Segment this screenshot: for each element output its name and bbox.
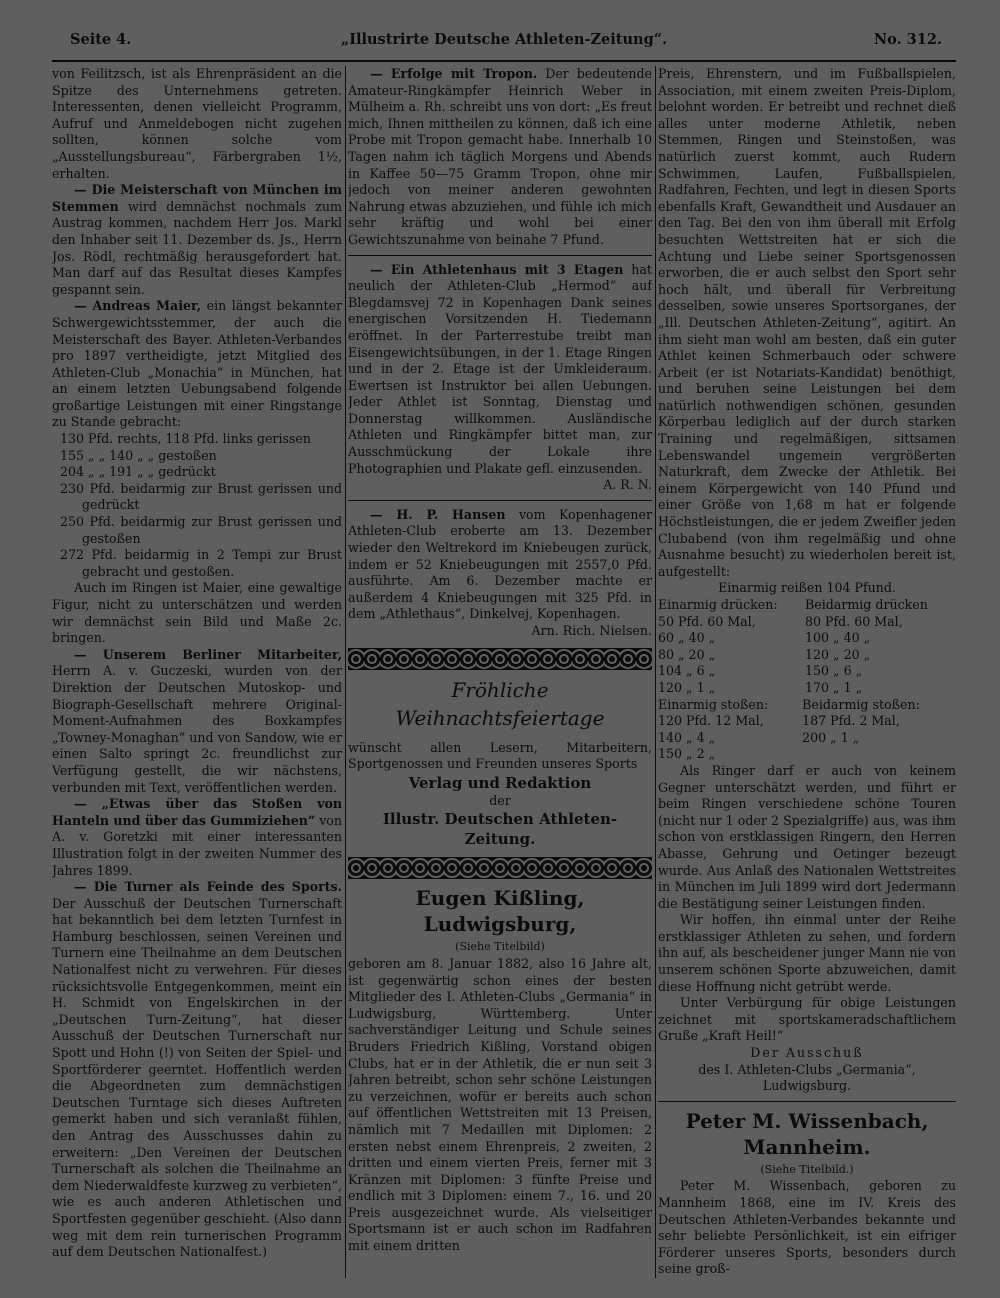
article-paragraph bbox=[52, 879, 342, 1261]
article-text: von A. v. Goretzki mit einer interessanten Illustration folgt in der zweiten Nummer des Jahres 1899. bbox=[52, 812, 342, 878]
biography-text: Als Ringer darf er auch von keinem Gegner unterschätzt werden, und führt er beim Ringen verschiedene schöne Touren (nicht nur 1 oder 2 Spezialgriffe) aus, was ihm schon von erstklassigen Ringern, den Herren Abasse, Gehrung und Oetinger bezeugt wurde. Aus Anlaß des Nationalen Wettstreites in München im Juli 1899 wird dort Jedermann die Bestätigung seiner Leistungen finden. bbox=[658, 762, 956, 911]
article-paragraph bbox=[348, 262, 652, 478]
table-row bbox=[658, 730, 956, 747]
biography-text: Peter M. Wissenbach, geboren zu Mannheim 1868, eine im IV. Kreis des Deutschen Athleten-Verbandes bekannte und sehr beliebte Persönlichkeit, ist ein eifriger Förderer unseres Sports, besonders durch seine groß- bbox=[658, 1178, 956, 1277]
table-row bbox=[658, 713, 956, 730]
column-divider bbox=[655, 66, 656, 1278]
table-row bbox=[658, 614, 956, 631]
table-header-row bbox=[658, 697, 956, 714]
table-cell: 120 „ 20 „ bbox=[805, 646, 871, 662]
portrait-note: (Siehe Titelbild) bbox=[455, 940, 545, 954]
article-text: wird demnächst nochmals zum Austrag kommen, nachdem Herr Jos. Markl den Inhaber seit 11. Dezember ds. Js., Herrn Jos. Rödl, rechtmäßig herausgefordert hat. Man darf auf das Resultat dieses Kampfes gespannt sein. bbox=[52, 198, 342, 297]
table-row bbox=[658, 746, 956, 763]
article-signature: Arn. Rich. Nielsen. bbox=[531, 623, 652, 638]
table-cell: 80 „ 20 „ bbox=[658, 646, 716, 662]
article-text: hat neulich der Athleten-Club „Hermod“ auf Blegdamsvej 72 in Kopenhagen Dank seines energischen Vorsitzenden H. Tiedemann eröffnet. In der Parterrestube treibt man Eisengewichtsübungen, in der 1. Etage Ringen und in der 2. Etage ist der Umkleideraum. Ewertsen ist Instruktor bei allen Uebungen. Jeder Athlet ist Sonntag, Dienstag und Donnerstag willkommen. Ausländische Athleten und Ringkämpfer bittet man, zur Ausschmückung der Lokale ihre Photographien und Plakate gefl. einzusenden. bbox=[348, 261, 652, 476]
snatch-record: Einarmig reißen 104 Pfund. bbox=[718, 580, 896, 596]
portrait-name-title: Peter M. Wissenbach, Mannheim. bbox=[685, 1108, 929, 1159]
page-header bbox=[52, 32, 956, 56]
article-signature: A. R. N. bbox=[603, 477, 652, 493]
article-paragraph bbox=[52, 796, 342, 879]
holiday-greeting-title: Fröhliche Weihnachtsfeiertage bbox=[395, 677, 605, 730]
portrait-note: (Siehe Titelbild.) bbox=[760, 1162, 854, 1176]
ornament-border-icon bbox=[348, 648, 652, 670]
article-headline: — „Etwas über das Stoßen von Hanteln und über das Gummiziehen“ bbox=[52, 796, 342, 828]
table-row bbox=[658, 663, 956, 680]
column-divider bbox=[345, 66, 346, 1278]
table-cell bbox=[802, 746, 956, 763]
column-1 bbox=[52, 66, 342, 1278]
article-text: Herrn A. v. Guczeski, wurden von der Direktion der Deutschen Mutoskop- und Biograph-Gesellschaft mehrere Original-Moment-Aufnahmen des Boxkampfes „Towney-Monaghan“ und von Sandow, wie er einen Salto springt 2c. freundlichst zur Verfügung gestellt, die wir nächstens, verbunden mit Text, veröffentlichen werden. bbox=[52, 663, 342, 795]
table-cell: 100 „ 40 „ bbox=[805, 630, 871, 646]
article-text: Der Ausschuß der Deutschen Turnerschaft hat bekanntlich bei dem letzten Turnfest in Hamburg beschlossen, seinen Vereinen und Turnern eine Theilnahme an dem Deutschen Nationalfest nicht zu verwehren. Für dieses rücksichtsvolle Entgegenkommen, meint ein H. Schmidt von Engelskirchen in der „Deutschen Turn-Zeitung“, hat dieser Ausschuß der Deutschen Turnerschaft nur Spott und Hohn (!) von Seiten der Spiel- und Sportförderer geerntet. Hoffentlich werden die Abgeordneten zum demnächstigen Deutschen Turntage sich dieses Auftreten gemerkt haben und sich veranlaßt fühlen, den Antrag des Ausschusses dahin zu erweitern: „Den Vereinen der Deutschen Turnerschaft als solchen die Theilnahme an dem Niederwaldfeste kurzweg zu verbieten“, wie es auch anderen Athletischen und Sportfesten gegenüber geschieht. (Also dann weg mit dem rein turnerischen Programm auf dem Deutschen Nationalfest.) bbox=[52, 895, 342, 1260]
article-headline: — Die Turner als Feinde des Sports. bbox=[74, 879, 342, 895]
lift-item: 204 „ „ 191 „ „ gedrückt bbox=[60, 464, 216, 480]
article-text: Auch im Ringen ist Maier, eine gewaltige Figur, nicht zu unterschätzen und werden wir demnächst sein Bild und Maße 2c. bringen. bbox=[52, 580, 342, 646]
biography-text: Preis, Ehrenstern, und im Fußballspielen, Association, mit einem zweiten Preis-Diplom, belohnt worden. Er betreibt und rechnet dieß alles unter moderne Athletik, neben Stemmen, Ringen und Steinstoßen, was natürlich zuerst kommt, auch Rudern Schwimmen, Laufen, Fußballspielen, Radfahren, Fechten, und legt in diesen Sports ebenfalls Kraft, Gewandtheit und Ausdauer an den Tag. Bei den von ihm überall mit Erfolg besuchten Wettstreiten hat er sich die Achtung und Liebe seiner Sportsgenossen erworben, die er auch selbst den Sport sehr hoch hält, und überall für Verbreitung desselben, sowie unseres Sportsorganes, der „Ill. Deutschen Athleten-Zeitung“, agitirt. An ihm sieht man wohl am besten, daß ein guter Athlet keinen Schmerbauch oder schwere Arbeit (er ist Notariats-Kandidat) benöthigt, und beruhen seine Leistungen bei dem natürlich nothwendigen schönen, gesunden Körperbau lediglich auf der durch starken Training und regelmäßigen, sittsamen Lebenswandel ungemein vergrößerten Naturkraft, dem Zwecke der Athletik. Bei einem Körpergewicht von 140 Pfund und einer Größe von 1,68 m hat er folgende Höchstleistungen, die er jedem Zweifler jeden Clubabend (von ihm regelmäßig und ohne Ausnahme besucht) zu wiederholen bereit ist, aufgestellt: bbox=[658, 66, 956, 579]
table-cell: 187 Pfd. 2 Mal, bbox=[802, 713, 900, 729]
article-headline: — H. P. Hansen bbox=[370, 506, 506, 522]
push-record-table bbox=[658, 697, 956, 763]
table-row bbox=[658, 647, 956, 664]
column-3 bbox=[658, 66, 956, 1278]
press-record-table bbox=[658, 597, 956, 697]
signature-line: Ludwigsburg. bbox=[762, 1078, 852, 1094]
table-header: Einarmig stoßen: bbox=[658, 696, 769, 712]
article-text: vom Kopenhagener Athleten-Club eroberte am 13. Dezember wieder den Weltrekord im Kniebeugen zurück, indem er 52 Kniebeugungen mit 2557,0 Pfd. ausführte. Am 6. Dezember machte er außerdem 4 Kniebeugungen mit 325 Pfd. in dem „Athlethaus“, Dinkelvej, Kopenhagen. bbox=[348, 506, 652, 622]
article-headline: — Ein Athletenhaus mit 3 Etagen bbox=[370, 261, 624, 277]
article-headline: — Erfolge mit Tropon. bbox=[370, 66, 538, 81]
publisher-der: der bbox=[489, 792, 511, 808]
masthead-title: „Illustrirte Deutsche Athleten-Zeitung“. bbox=[340, 31, 668, 48]
table-header: Einarmig drücken: bbox=[658, 597, 778, 612]
section-rule bbox=[348, 500, 652, 501]
article-paragraph bbox=[52, 298, 342, 431]
table-cell: 140 „ 4 „ bbox=[658, 729, 716, 745]
table-header-row bbox=[658, 597, 956, 614]
table-cell: 120 „ 1 „ bbox=[658, 679, 716, 695]
lift-item: 272 Pfd. beidarmig in 2 Tempi zur Brust gebracht und gestoßen. bbox=[60, 547, 342, 579]
table-cell: 60 „ 40 „ bbox=[658, 630, 716, 646]
lift-list bbox=[52, 431, 342, 580]
lift-item: 230 Pfd. beidarmig zur Brust gerissen und gedrückt bbox=[60, 480, 342, 513]
signature-line: des I. Athleten-Clubs „Germania“, bbox=[698, 1061, 916, 1077]
table-row bbox=[658, 680, 956, 697]
biography-text: Unter Verbürgung für obige Leistungen zeichnet mit sportskameradschaftlichem Gruße „Kraft Heil!“ bbox=[658, 995, 956, 1044]
biography-text: geboren am 8. Januar 1882, also 16 Jahre alt, ist gegenwärtig schon eines der besten Mitglieder des I. Athleten-Clubs „Germania“ in Ludwigsburg, Württemberg. Unter sachverständiger Leitung und Schule seines Bruders Friedrich Kißling, Vorstand obigen Clubs, hat er in der Athletik, die er nun seit 3 Jahren betreibt, schon sehr schöne Leistungen zu verzeichnen, wofür er bereits auch schon auf öffentlichen Wettstreiten mit 13 Preisen, nämlich mit 7 Medaillen mit Diplomen: 2 ersten nebst einem Ehrenpreis, 2 zweiten, 2 dritten und einem vierten Preis, ferner mit 3 Kränzen mit Diplomen: 3 fünfte Preise und endlich mit 3 Diplomen: einem 7., 16. und 20 Preis ausgezeichnet wurde. Als vielseitiger Sportsmann ist er auch schon im Radfahren mit einem dritten bbox=[348, 955, 652, 1254]
lift-item: 155 „ „ 140 „ „ gestoßen bbox=[60, 447, 217, 463]
article-text: Der bedeutende Amateur-Ringkämpfer Heinrich Weber in Mülheim a. Rh. schreibt uns von dort: „Es freut mich, Ihnen mittheilen zu können, daß ich eine Probe mit Tropon gemacht habe. Innerhalb 10 Tagen nahm ich täglich Morgens und Abends in Kaffee 50—75 Gramm Tropon, ohne mir jedoch von meiner anderen gewohnten Nahrung etwas abzuziehen, und fühle ich mich sehr kräftig und wohl bei einer Gewichtszunahme von beinahe 7 Pfund. bbox=[348, 66, 652, 247]
article-headline: — Unserem Berliner Mitarbeiter, bbox=[74, 646, 342, 662]
page-number: Seite 4. bbox=[70, 31, 132, 48]
table-cell: 200 „ 1 „ bbox=[802, 729, 860, 745]
section-rule bbox=[348, 255, 652, 256]
table-cell: 104 „ 6 „ bbox=[658, 663, 716, 679]
header-rule bbox=[52, 60, 956, 62]
article-paragraph bbox=[348, 507, 652, 623]
article-text: ein längst bekannter Schwergewichtsstemmer, der auch die Meisterschaft des Bayer. Athleten-Verbandes pro 1897 vertheidigte, jetzt Mitglied des Athleten-Club „Monachia“ in München, hat an einem letzten Uebungsabend folgende großartige Leistungen mit einer Ringstange zu Stande gebracht: bbox=[52, 298, 342, 430]
signature-line: Der Ausschuß bbox=[750, 1045, 864, 1061]
biography-text: Wir hoffen, ihn einmal unter der Reihe erstklassiger Athleten zu sehen, und fordern ihn auf, als bescheidener junger Mann nie von unserem schönen Sporte abzuweichen, damit diese Hoffnung nicht getrübt werde. bbox=[658, 912, 956, 994]
table-cell: 150 „ 2 „ bbox=[658, 746, 716, 762]
table-cell: 50 Pfd. 60 Mal, bbox=[658, 613, 756, 629]
lift-item: 130 Pfd. rechts, 118 Pfd. links gerissen bbox=[60, 431, 311, 447]
table-cell: 80 Pfd. 60 Mal, bbox=[805, 613, 903, 629]
table-cell: 150 „ 6 „ bbox=[805, 663, 863, 679]
article-paragraph bbox=[348, 66, 652, 249]
article-headline: — Die Meisterschaft von München im Stemmen bbox=[52, 182, 342, 214]
table-row bbox=[658, 630, 956, 647]
portrait-name-title: Eugen Kißling, Ludwigsburg, bbox=[415, 886, 585, 937]
table-header: Beidarmig stoßen: bbox=[802, 696, 920, 712]
ornament-border-icon bbox=[348, 857, 652, 879]
article-text: von Feilitzsch, ist als Ehrenpräsident an die Spitze des Unternehmens getreten. Interessenten, denen vielleicht Programm, Aufruf und Anmeldebogen nicht zugehen sollten, können solche vom „Ausstellungsbureau“, Färbergraben 1½, erhalten. bbox=[52, 66, 342, 181]
article-paragraph bbox=[52, 647, 342, 796]
publisher-paper: Illustr. Deutschen Athleten-Zeitung. bbox=[382, 810, 618, 849]
table-cell: 170 „ 1 „ bbox=[805, 679, 863, 695]
table-cell: 120 Pfd. 12 Mal, bbox=[658, 713, 764, 729]
issue-number: No. 312. bbox=[873, 31, 942, 48]
article-paragraph bbox=[52, 182, 342, 298]
lift-item: 250 Pfd. beidarmig zur Brust gerissen und gestoßen bbox=[60, 514, 342, 546]
publisher-line: Verlag und Redaktion bbox=[408, 773, 592, 792]
section-rule bbox=[658, 1101, 956, 1102]
table-header: Beidarmig drücken bbox=[805, 597, 928, 612]
column-2 bbox=[348, 66, 652, 1278]
holiday-greeting-text: wünscht allen Lesern, Mitarbeitern, Sportgenossen und Freunden unseres Sports bbox=[348, 739, 652, 772]
columns bbox=[52, 66, 956, 1278]
article-headline: — Andreas Maier, bbox=[74, 298, 202, 314]
